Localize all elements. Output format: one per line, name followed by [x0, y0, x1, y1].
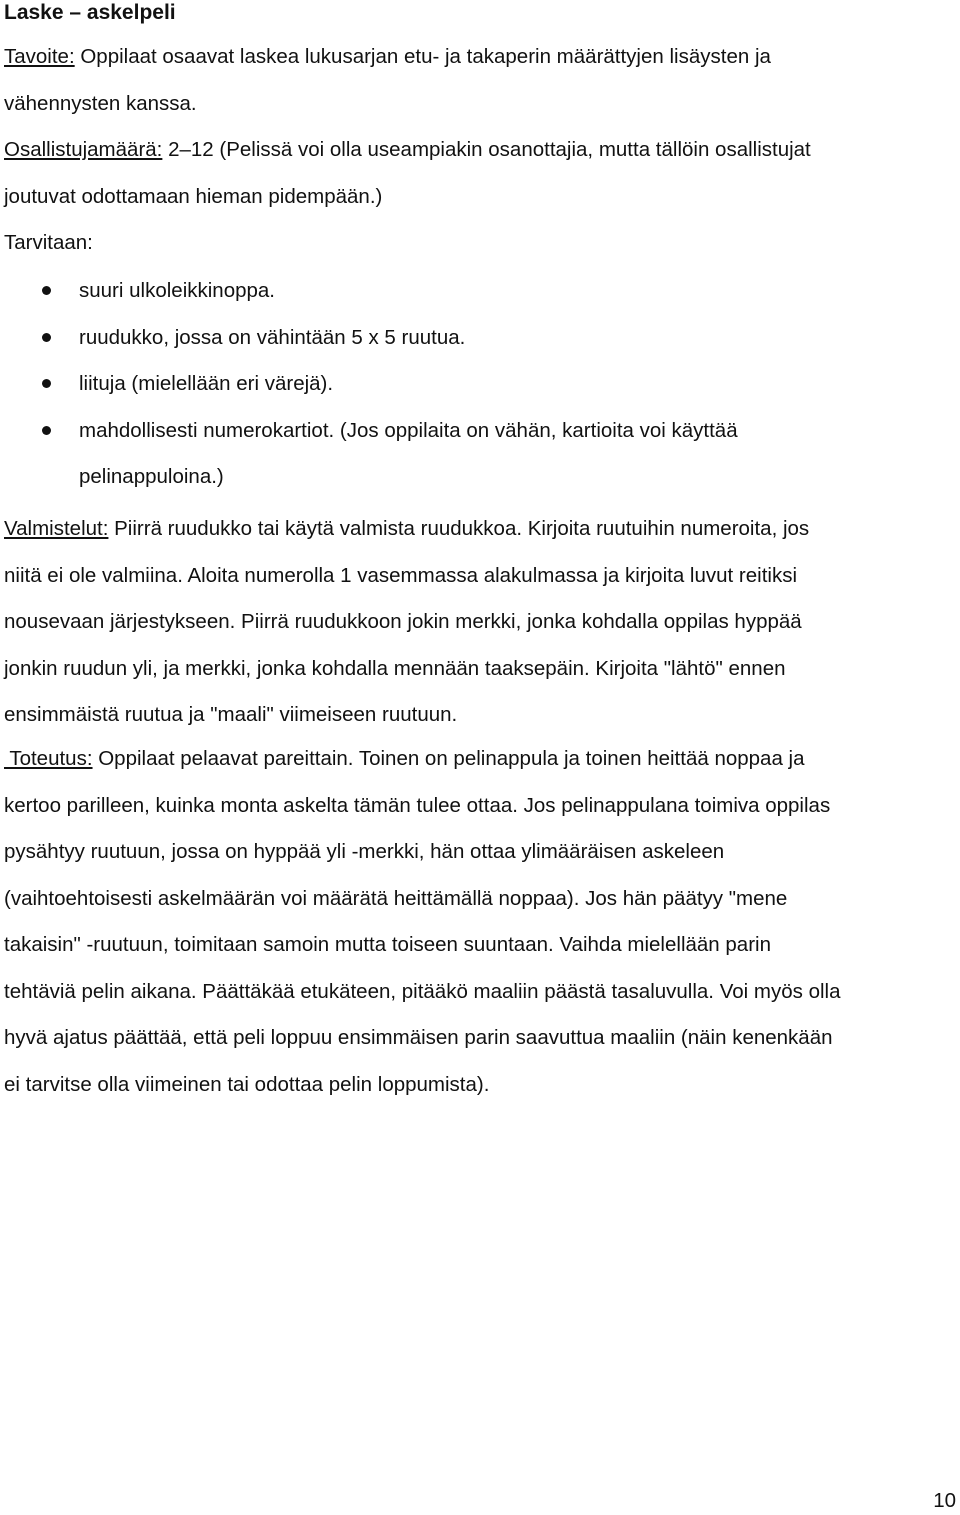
list-item-text: mahdollisesti numerokartiot. (Jos oppilaita on vähän, kartioita voi käyttää — [79, 418, 738, 442]
preparation-text: jonkin ruudun yli, ja merkki, jonka kohdalla mennään taaksepäin. Kirjoita "lähtö" ennen — [4, 656, 786, 680]
preparation-text: niitä ei ole valmiina. Aloita numerolla 1 vasemmassa alakulmassa ja kirjoita luvut reitiksi — [4, 563, 798, 587]
bullet-icon — [42, 286, 51, 295]
execution-text: (vaihtoehtoisesti askelmäärän voi määrätä heittämällä noppaa). Jos hän päätyy "mene — [4, 886, 788, 910]
execution-text: kertoo parilleen, kuinka monta askelta tämän tulee ottaa. Jos pelinappulana toimiva oppilas — [4, 793, 831, 817]
list-item — [0, 315, 738, 362]
bullet-icon — [42, 379, 51, 388]
page-number: 10 — [933, 1489, 956, 1512]
document-title: Laske – askelpeli — [4, 1, 176, 24]
execution-section — [4, 736, 840, 1108]
needed-list — [0, 268, 738, 501]
preparation-line-1 — [4, 506, 809, 553]
participants-text-1: 2–12 (Pelissä voi olla useampiakin osanottajia, mutta tällöin osallistujat — [162, 138, 811, 161]
goal-text-1: Oppilaat osaavat laskea lukusarjan etu- ja takaperin määrättyjen lisäysten ja — [74, 45, 771, 68]
list-item-continuation — [0, 454, 738, 501]
execution-text: takaisin" -ruutuun, toimitaan samoin mutta toiseen suuntaan. Vaihda mielellään parin — [4, 933, 771, 956]
participants-section — [4, 127, 811, 220]
bullet-icon — [42, 333, 51, 342]
preparation-label: Valmistelut: — [4, 517, 109, 540]
needed-label: Tarvitaan: — [4, 231, 93, 254]
goal-label: Tavoite: — [4, 45, 75, 68]
execution-text: hyvä ajatus päättää, että peli loppuu ensimmäisen parin saavuttua maaliin (näin kenenkään — [4, 1026, 833, 1049]
list-item — [0, 268, 738, 315]
list-item-text: ruudukko, jossa on vähintään 5 x 5 ruutua. — [79, 325, 466, 349]
execution-text: pysähtyy ruutuun, jossa on hyppää yli -merkki, hän ottaa ylimääräisen askeleen — [4, 840, 725, 863]
list-item-text: liituja (mielellään eri värejä). — [79, 372, 334, 395]
goal-section — [4, 34, 771, 127]
preparation-section — [4, 506, 809, 739]
preparation-text: Piirrä ruudukko tai käytä valmista ruudukkoa. Kirjoita ruutuihin numeroita, jos — [108, 517, 810, 540]
preparation-text: nousevaan järjestykseen. Piirrä ruudukkoon jokin merkki, jonka kohdalla oppilas hyppää — [4, 610, 802, 633]
goal-text-2: vähennysten kanssa. — [4, 91, 197, 115]
goal-line-1 — [4, 34, 771, 81]
participants-text-2: joutuvat odottamaan hieman pidempään.) — [4, 184, 383, 208]
participants-label: Osallistujamäärä: — [4, 138, 163, 161]
execution-text: Oppilaat pelaavat pareittain. Toinen on pelinappula ja toinen heittää noppaa ja — [92, 747, 805, 770]
list-item — [0, 408, 738, 455]
execution-label: Toteutus: — [4, 747, 93, 770]
participants-line-1 — [4, 127, 811, 174]
execution-line-1 — [4, 736, 840, 783]
list-item-text: suuri ulkoleikkinoppa. — [79, 279, 276, 302]
execution-text: tehtäviä pelin aikana. Päättäkää etukäteen, pitääkö maaliin päästä tasaluvulla. Voi myös olla — [4, 979, 841, 1003]
needed-section — [4, 220, 93, 267]
list-item — [0, 361, 738, 408]
preparation-text: ensimmäistä ruutua ja "maali" viimeiseen ruutuun. — [4, 703, 458, 726]
list-item-text: pelinappuloina.) — [79, 465, 224, 488]
execution-text: ei tarvitse olla viimeinen tai odottaa pelin loppumista). — [4, 1072, 490, 1096]
bullet-icon — [42, 426, 51, 435]
